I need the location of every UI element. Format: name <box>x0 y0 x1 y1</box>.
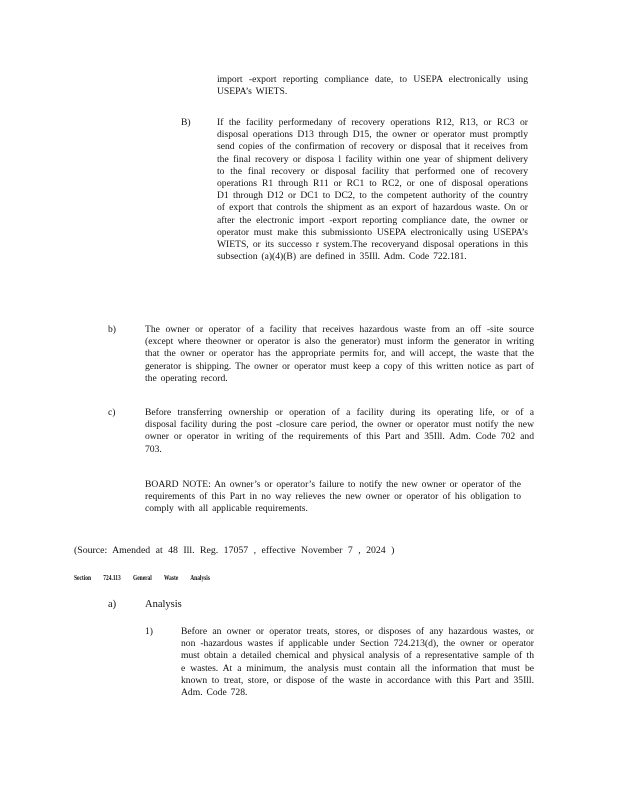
item-c-label: c) <box>108 407 116 418</box>
source-note: (Source: Amended at 48 Ill. Reg. 17057 , effective November 7 , 2024 ) <box>74 545 395 556</box>
subsection-a-label: a) <box>108 599 117 610</box>
board-note: BOARD NOTE: An owner’s or operator’s failure to notify the new owner or operator of the requirements of this Part in no way relieves the new owner or operator of his obligation to comply with all applicable requirements. <box>145 479 521 515</box>
continued-paragraph: import -export reporting compliance date, to USEPA electronically using USEPA’s WIETS. <box>217 74 528 98</box>
item-c-text: Before transferring ownership or operation of a facility during its operating life, or of a disposal facility during the post -closure care period, the owner or operator must notify the new owner or operator in writing of the requirements of this Part and 35Ill. Adm. Code 702 and 703. <box>145 407 534 455</box>
item-B-text: If the facility performedany of recovery operations R12, R13, or RC3 or disposal operations D13 through D15, the owner or operator must promptly send copies of the confirmation of recovery or disposal that it receives from the final recovery or disposa l facility within one year of shipment delivery to the final recovery or disposal facility that performed one of recovery operations R1 through R11 or RC1 to RC2, or one of disposal operations D1 through D12 or DC1 to DC2, to the competent authority of the country of export that controls the shipment as an export of hazardous waste. On or after the electronic import -export reporting compliance date, the owner or operator must make this submissionto USEPA electronically using USEPA’s WIETS, or its successo r system.The recoveryand disposal operations in this subsection (a)(4)(B) are defined in 35Ill. Adm. Code 722.181. <box>217 117 528 263</box>
section-heading: Section 724.113 General Waste Analysis <box>74 574 210 582</box>
item-1-text: Before an owner or operator treats, stores, or disposes of any hazardous wastes, or non -hazardous wastes if applicable under Section 724.213(d), the owner or operator must obtain a detailed chemical and physical analysis of a representative sample of th e wastes. At a minimum, the analysis must contain all the information that must be known to treat, store, or dispose of the waste in accordance with this Part and 35Ill. Adm. Code 728. <box>181 626 534 699</box>
subsection-a-title: Analysis <box>145 599 182 610</box>
item-b-label: b) <box>108 324 116 335</box>
item-b-text: The owner or operator of a facility that receives hazardous waste from an off -site source (except where theowner or operator is also the generator) must inform the generator in writing that the owner or operator has the appropriate permits for, and will accept, the waste that the generator is shipping. The owner or operator must keep a copy of this written notice as part of the operating record. <box>145 324 534 384</box>
item-B-label: B) <box>181 117 191 128</box>
item-1-label: 1) <box>145 626 153 637</box>
